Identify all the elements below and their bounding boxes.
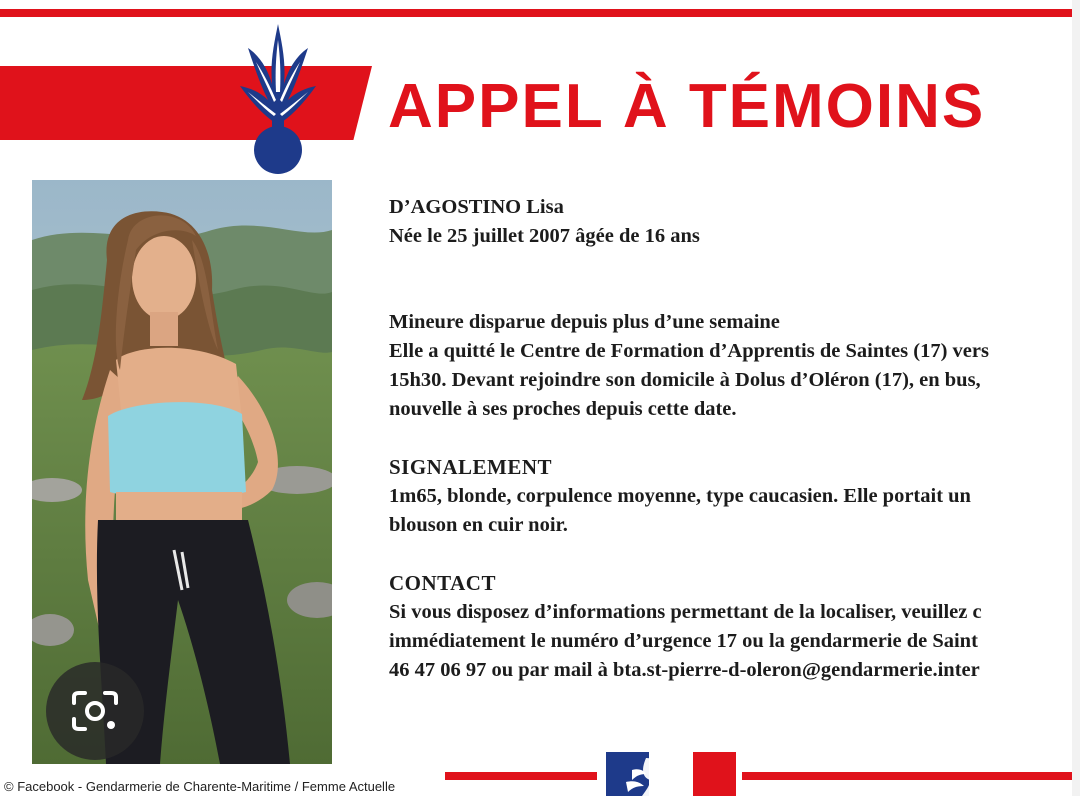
person-name: D’AGOSTINO Lisa: [389, 196, 564, 218]
top-red-rule: [0, 9, 1072, 17]
bottom-red-rule-left: [445, 772, 597, 780]
gendarmerie-grenade-icon: [238, 22, 318, 176]
signalement-heading: SIGNALEMENT: [389, 455, 553, 479]
photo-credit: © Facebook - Gendarmerie de Charente-Maritime / Femme Actuelle: [0, 776, 401, 796]
signalement-line: 1m65, blonde, corpulence moyenne, type caucasien. Elle portait un: [389, 485, 971, 507]
marianne-icon: [606, 752, 736, 796]
bottom-red-rule-right: [742, 772, 1072, 780]
summary-line: Elle a quitté le Centre de Formation d’Apprentis de Saintes (17) vers: [389, 340, 989, 362]
summary-line: 15h30. Devant rejoindre son domicile à Dolus d’Oléron (17), en bus,: [389, 369, 981, 391]
google-lens-button[interactable]: [46, 662, 144, 760]
notice-text: [389, 193, 1080, 685]
google-lens-icon: [70, 689, 120, 733]
birth-line: Née le 25 juillet 2007 âgée de 16 ans: [389, 225, 700, 247]
signalement-line: blouson en cuir noir.: [389, 514, 568, 536]
headline: APPEL À TÉMOINS: [388, 72, 986, 141]
contact-line: Si vous disposez d’informations permettant de la localiser, veuillez c: [389, 601, 982, 623]
contact-line: immédiatement le numéro d’urgence 17 ou la gendarmerie de Saint: [389, 630, 978, 652]
summary-lead: Mineure disparue depuis plus d’une semaine: [389, 311, 780, 333]
contact-line: 46 47 06 97 ou par mail à bta.st-pierre-d-oleron@gendarmerie.inter: [389, 659, 980, 681]
contact-heading: CONTACT: [389, 571, 496, 595]
summary-line: nouvelle à ses proches depuis cette date.: [389, 398, 737, 420]
